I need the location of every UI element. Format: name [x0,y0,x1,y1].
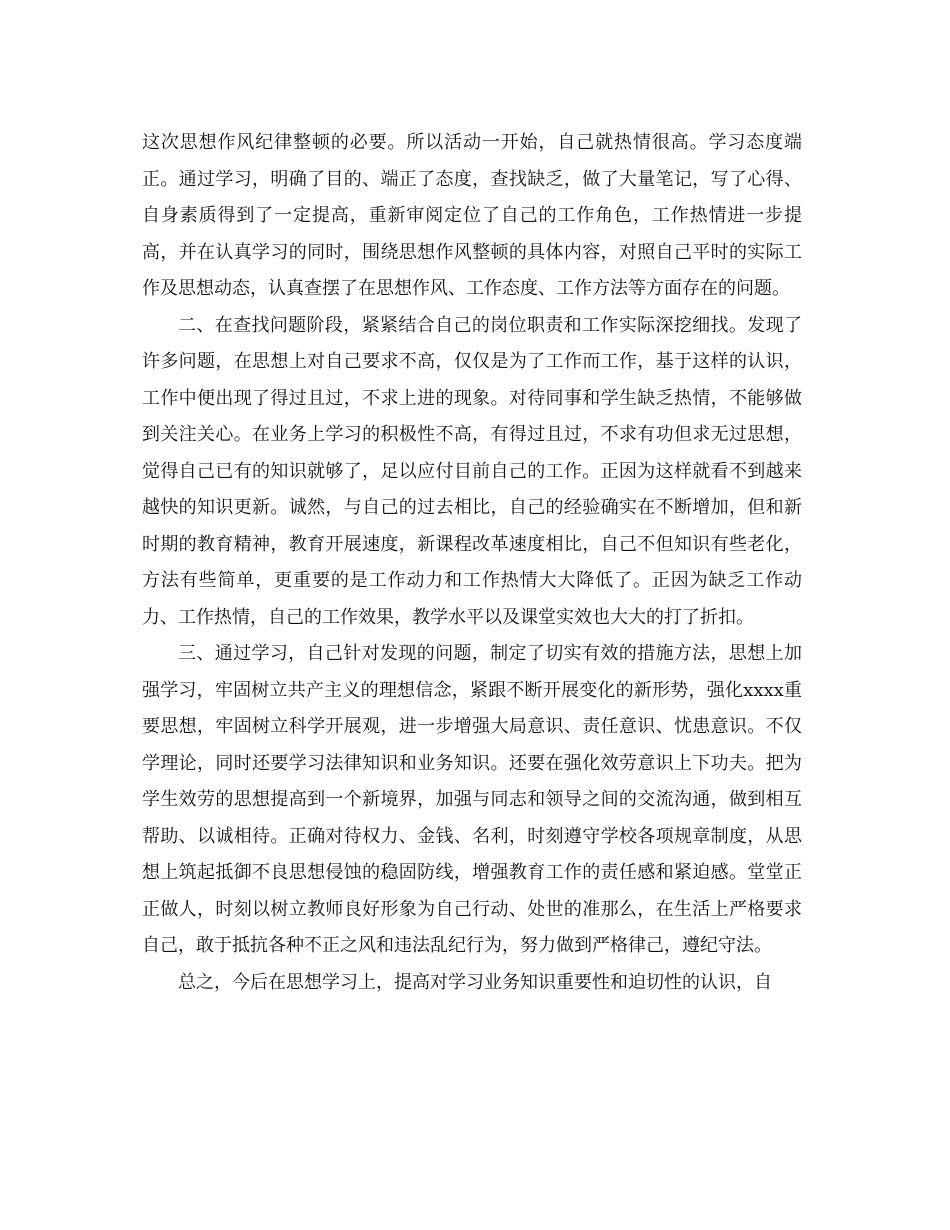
paragraph-continuation: 这次思想作风纪律整顿的必要。所以活动一开始，自己就热情很高。学习态度端正。通过学习，明确了目的、端正了态度，查找缺乏，做了大量笔记，写了心得、自身素质得到了一定提高，重新审阅定位了自己的工作角色，工作热情进一步提高，并在认真学习的同时，围绕思想作风整顿的具体内容，对照自己平时的实际工作及思想动态，认真查摆了在思想作风、工作态度、工作方法等方面存在的问题。 [142,132,802,299]
document-body [142,125,802,1001]
paragraph-section-two: 二、在查找问题阶段，紧紧结合自己的岗位职责和工作实际深挖细找。发现了许多问题，在思想上对自己要求不高，仅仅是为了工作而工作，基于这样的认识，工作中便出现了得过且过，不求上进的现象。对待同事和学生缺乏热情，不能够做到关注关心。在业务上学习的积极性不高，有得过且过，不求有功但求无过思想，觉得自己已有的知识就够了，足以应付目前自己的工作。正因为这样就看不到越来越快的知识更新。诚然，与自己的过去相比，自己的经验确实在不断增加，但和新时期的教育精神，教育开展速度，新课程改革速度相比，自己不但知识有些老化，方法有些简单，更重要的是工作动力和工作热情大大降低了。正因为缺乏工作动力、工作热情，自己的工作效果，教学水平以及课堂实效也大大的打了折扣。 [142,314,802,628]
paragraph-section-three: 三、通过学习，自己针对发现的问题，制定了切实有效的措施方法，思想上加强学习，牢固树立共产主义的理想信念，紧跟不断开展变化的新形势，强化xxxx重要思想，牢固树立科学开展观，进一步增强大局意识、责任意识、忧患意识。不仅学理论，同时还要学习法律知识和业务知识。还要在强化效劳意识上下功夫。把为学生效劳的思想提高到一个新境界，加强与同志和领导之间的交流沟通，做到相互帮助、以诚相待。正确对待权力、金钱、名利，时刻遵守学校各项规章制度，从思想上筑起抵御不良思想侵蚀的稳固防线，增强教育工作的责任感和紧迫感。堂堂正正做人，时刻以树立教师良好形象为自己行动、处世的准那么，在生活上严格要求自己，敢于抵抗各种不正之风和违法乱纪行为，努力做到严格律己，遵纪守法。 [142,643,802,956]
paragraph-summary: 总之，今后在思想学习上，提高对学习业务知识重要性和迫切性的认识，自 [178,971,772,993]
